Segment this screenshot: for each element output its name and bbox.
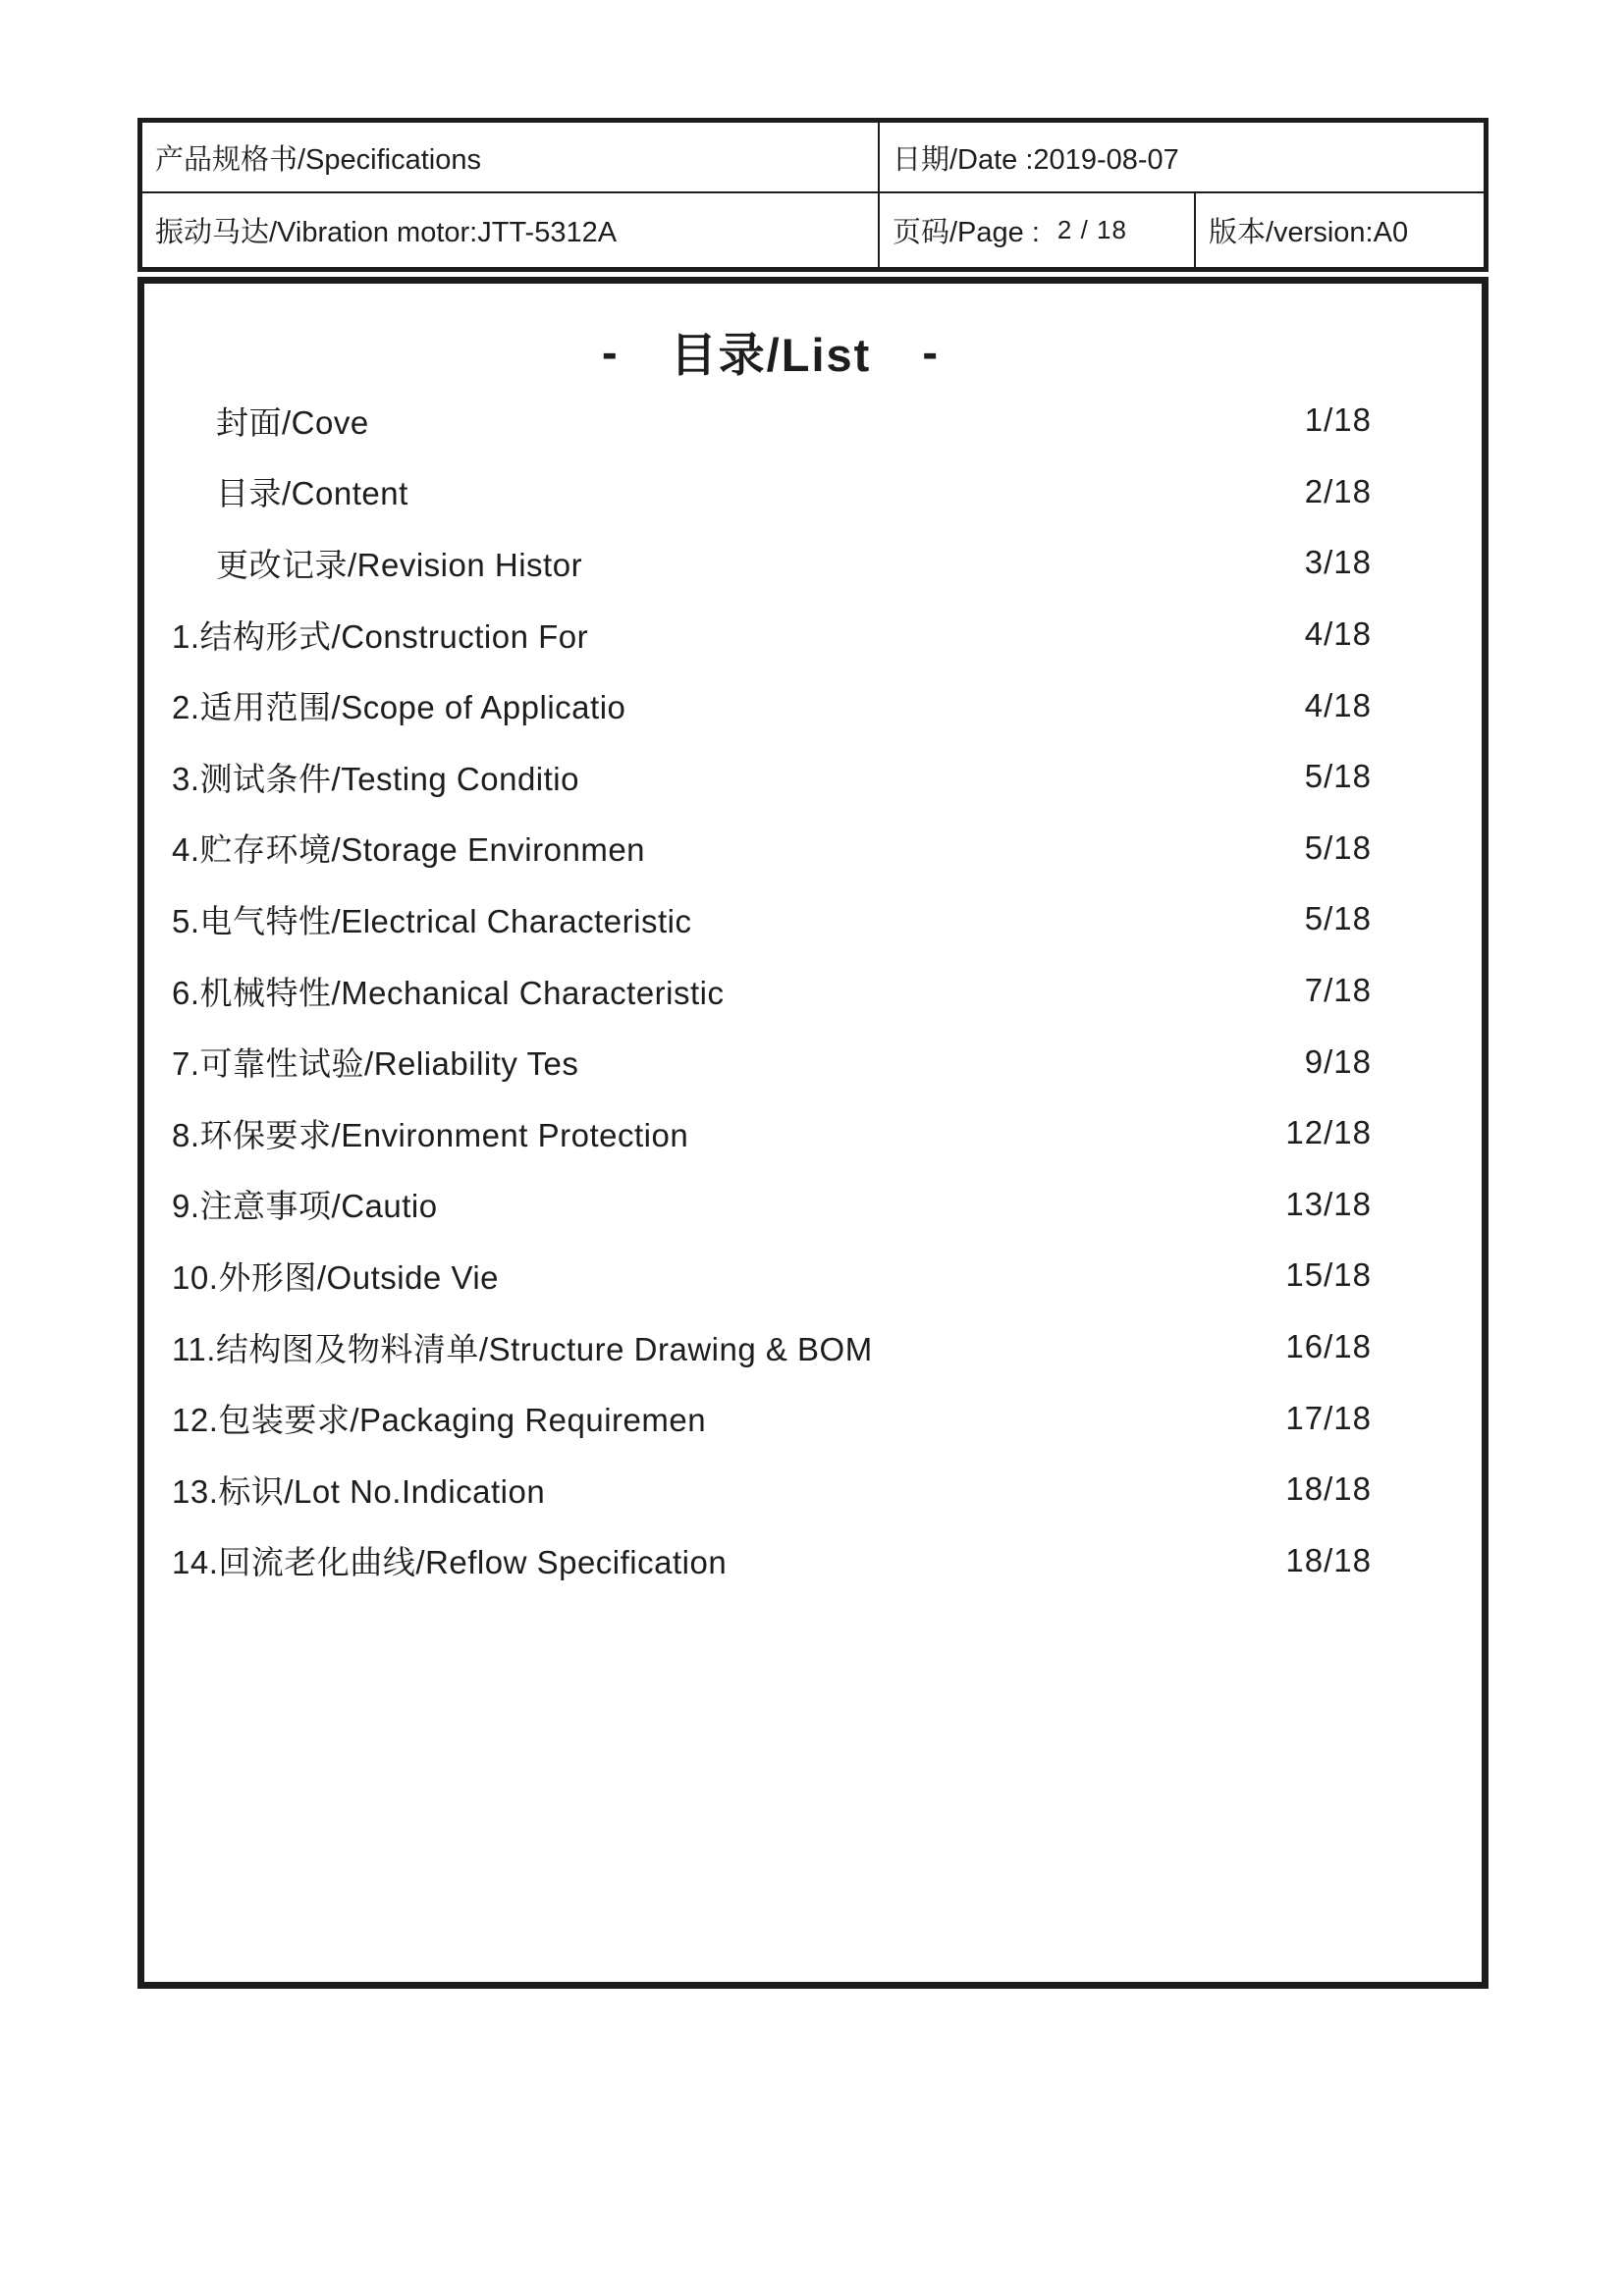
toc-item-label: 3.测试条件/Testing Conditio: [172, 760, 579, 797]
toc-item: [144, 1454, 1482, 1525]
page-number-value: 2 / 18: [1056, 215, 1127, 244]
toc-item-label: 10.外形图/Outside Vie: [172, 1258, 500, 1296]
page-title: [102, 324, 1439, 379]
toc-item-label: 14.回流老化曲线/Reflow Specification: [172, 1544, 728, 1581]
toc-item: [144, 883, 1482, 955]
title-dash-right: -: [922, 325, 940, 378]
toc-item-page: 18/18: [1285, 1541, 1372, 1578]
toc-item-label: 更改记录/Revision Histor: [216, 546, 583, 583]
toc-item-label: 2.适用范围/Scope of Applicatio: [172, 689, 626, 726]
toc-item: [144, 1240, 1482, 1311]
toc-list: [144, 385, 1482, 1596]
spec-title-text: 产品规格书/Specifications: [155, 143, 481, 176]
version-text: 版本/version:A0: [1209, 217, 1409, 248]
toc-item-page: 15/18: [1285, 1256, 1372, 1294]
toc-item-label: 1.结构形式/Construction For: [172, 617, 589, 655]
toc-item-page: 9/18: [1304, 1042, 1372, 1080]
toc-item-label: 13.标识/Lot No.Indication: [172, 1472, 546, 1510]
toc-item: [144, 741, 1482, 813]
model-text: 振动马达/Vibration motor:JTT-5312A: [155, 217, 618, 248]
toc-item: [144, 1525, 1482, 1597]
toc-item-page: 7/18: [1304, 972, 1372, 1009]
toc-item-page: 4/18: [1304, 615, 1372, 653]
title-dash-left: -: [602, 325, 620, 378]
toc-item-page: 13/18: [1285, 1185, 1372, 1222]
toc-item-label: 11.结构图及物料清单/Structure Drawing & BOM: [172, 1330, 873, 1367]
toc-item-page: 4/18: [1304, 686, 1372, 723]
toc-item-page: 3/18: [1304, 544, 1372, 581]
toc-item: [144, 1382, 1482, 1454]
toc-item-page: 5/18: [1304, 828, 1372, 866]
version-cell: [1196, 193, 1484, 267]
toc-item-label: 9.注意事项/Cautio: [172, 1188, 438, 1225]
toc-item: [144, 669, 1482, 741]
toc-item-page: 16/18: [1285, 1328, 1372, 1365]
toc-item-page: 17/18: [1285, 1399, 1372, 1436]
toc-item-page: 12/18: [1285, 1114, 1372, 1151]
date-cell: [880, 123, 1484, 193]
toc-item-label: 5.电气特性/Electrical Characteristic: [172, 902, 692, 939]
model-cell: [142, 193, 880, 267]
toc-item-label: 封面/Cove: [216, 403, 369, 441]
toc-item: [144, 1097, 1482, 1169]
toc-item: [144, 385, 1482, 456]
page-number-label: 页码/Page :: [893, 217, 1040, 248]
toc-item-page: 5/18: [1304, 900, 1372, 937]
header-table: [137, 118, 1489, 272]
toc-item: [144, 527, 1482, 599]
toc-item: [144, 456, 1482, 528]
toc-item-page: 2/18: [1304, 472, 1372, 509]
toc-item-label: 7.可靠性试验/Reliability Tes: [172, 1045, 579, 1083]
toc-item: [144, 955, 1482, 1027]
toc-item-page: 18/18: [1285, 1470, 1372, 1508]
page-number-cell: [880, 193, 1196, 267]
toc-item-label: 目录/Content: [216, 475, 408, 512]
toc-item-page: 5/18: [1304, 758, 1372, 795]
toc-item-label: 12.包装要求/Packaging Requiremen: [172, 1402, 707, 1439]
toc-item: [144, 599, 1482, 670]
content-box: [137, 277, 1489, 1989]
toc-item-page: 1/18: [1304, 401, 1372, 439]
toc-item: [144, 1311, 1482, 1383]
toc-item: [144, 813, 1482, 884]
toc-item-label: 6.机械特性/Mechanical Characteristic: [172, 974, 725, 1011]
toc-item-label: 4.贮存环境/Storage Environmen: [172, 831, 646, 869]
toc-item: [144, 1169, 1482, 1241]
toc-item-label: 8.环保要求/Environment Protection: [172, 1116, 689, 1153]
date-text: 日期/Date :2019-08-07: [893, 143, 1179, 176]
spec-title-cell: [142, 123, 880, 193]
toc-item: [144, 1026, 1482, 1097]
title-text: 目录/List: [670, 328, 872, 381]
